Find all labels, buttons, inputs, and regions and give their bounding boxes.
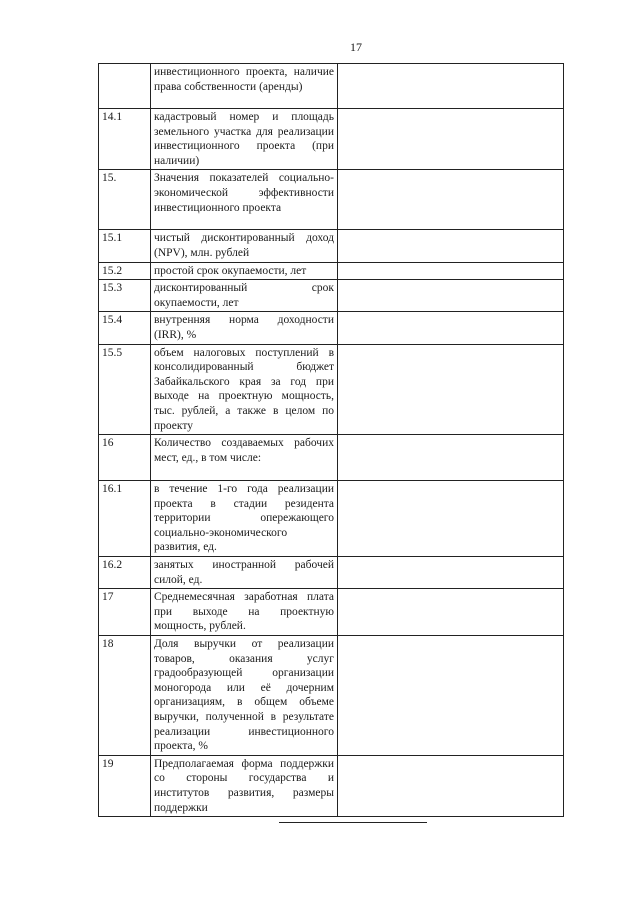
row-number-cell: 16.1 bbox=[99, 481, 151, 557]
row-label-cell: Количество создаваемых рабочих мест, ед., в том числе: bbox=[151, 435, 338, 481]
row-number-cell bbox=[99, 64, 151, 109]
row-value-cell bbox=[338, 481, 564, 557]
table-row bbox=[99, 312, 564, 344]
row-label-cell: чистый дисконтированный доход (NPV), млн. рублей bbox=[151, 230, 338, 262]
row-number-cell: 18 bbox=[99, 636, 151, 756]
table-row bbox=[99, 636, 564, 756]
table-row bbox=[99, 435, 564, 481]
table-row bbox=[99, 170, 564, 230]
table-row bbox=[99, 344, 564, 435]
page-number: 17 bbox=[350, 40, 362, 54]
row-value-cell bbox=[338, 109, 564, 170]
table-row bbox=[99, 262, 564, 280]
row-value-cell bbox=[338, 280, 564, 312]
table-row bbox=[99, 589, 564, 636]
row-value-cell bbox=[338, 755, 564, 816]
indicators-table bbox=[98, 63, 564, 817]
row-label-cell: кадастровый номер и площадь земельного участка для реализации инвестиционного проекта (при наличии) bbox=[151, 109, 338, 170]
row-label-cell: инвестиционного проекта, наличие права собственности (аренды) bbox=[151, 64, 338, 109]
row-label-cell: дисконтированный срок окупаемости, лет bbox=[151, 280, 338, 312]
row-label-cell: Среднемесячная заработная плата при выходе на проектную мощность, рублей. bbox=[151, 589, 338, 636]
row-value-cell bbox=[338, 557, 564, 589]
table-row bbox=[99, 109, 564, 170]
row-value-cell bbox=[338, 230, 564, 262]
row-number-cell: 15. bbox=[99, 170, 151, 230]
table-row bbox=[99, 481, 564, 557]
row-number-cell: 15.2 bbox=[99, 262, 151, 280]
row-value-cell bbox=[338, 344, 564, 435]
row-number-cell: 14.1 bbox=[99, 109, 151, 170]
row-value-cell bbox=[338, 636, 564, 756]
row-number-cell: 15.4 bbox=[99, 312, 151, 344]
row-label-cell: внутренняя норма доходности (IRR), % bbox=[151, 312, 338, 344]
row-number-cell: 16.2 bbox=[99, 557, 151, 589]
table-row bbox=[99, 64, 564, 109]
row-number-cell: 15.3 bbox=[99, 280, 151, 312]
row-value-cell bbox=[338, 262, 564, 280]
row-number-cell: 15.1 bbox=[99, 230, 151, 262]
row-value-cell bbox=[338, 312, 564, 344]
row-label-cell: простой срок окупаемости, лет bbox=[151, 262, 338, 280]
row-value-cell bbox=[338, 589, 564, 636]
row-number-cell: 19 bbox=[99, 755, 151, 816]
table-row bbox=[99, 280, 564, 312]
table-row bbox=[99, 755, 564, 816]
row-label-cell: в течение 1-го года реализации проекта в стадии резидента территории опережающего социально-экономического развития, ед. bbox=[151, 481, 338, 557]
end-rule bbox=[279, 822, 427, 823]
row-label-cell: занятых иностранной рабочей силой, ед. bbox=[151, 557, 338, 589]
row-value-cell bbox=[338, 170, 564, 230]
row-value-cell bbox=[338, 64, 564, 109]
row-value-cell bbox=[338, 435, 564, 481]
row-label-cell: Значения показателей социально-экономической эффективности инвестиционного проекта bbox=[151, 170, 338, 230]
row-label-cell: Предполагаемая форма поддержки со стороны государства и институтов развития, размеры поддержки bbox=[151, 755, 338, 816]
table-row bbox=[99, 230, 564, 262]
row-label-cell: Доля выручки от реализации товаров, оказания услуг градообразующей организации моногорода или её дочерним организациям, в общем объеме выручки, полученной в результате реализации инвестиционного проекта, % bbox=[151, 636, 338, 756]
table-row bbox=[99, 557, 564, 589]
row-number-cell: 17 bbox=[99, 589, 151, 636]
row-number-cell: 16 bbox=[99, 435, 151, 481]
row-number-cell: 15.5 bbox=[99, 344, 151, 435]
row-label-cell: объем налоговых поступлений в консолидированный бюджет Забайкальского края за год при выходе на проектную мощность, тыс. рублей, а также в целом по проекту bbox=[151, 344, 338, 435]
